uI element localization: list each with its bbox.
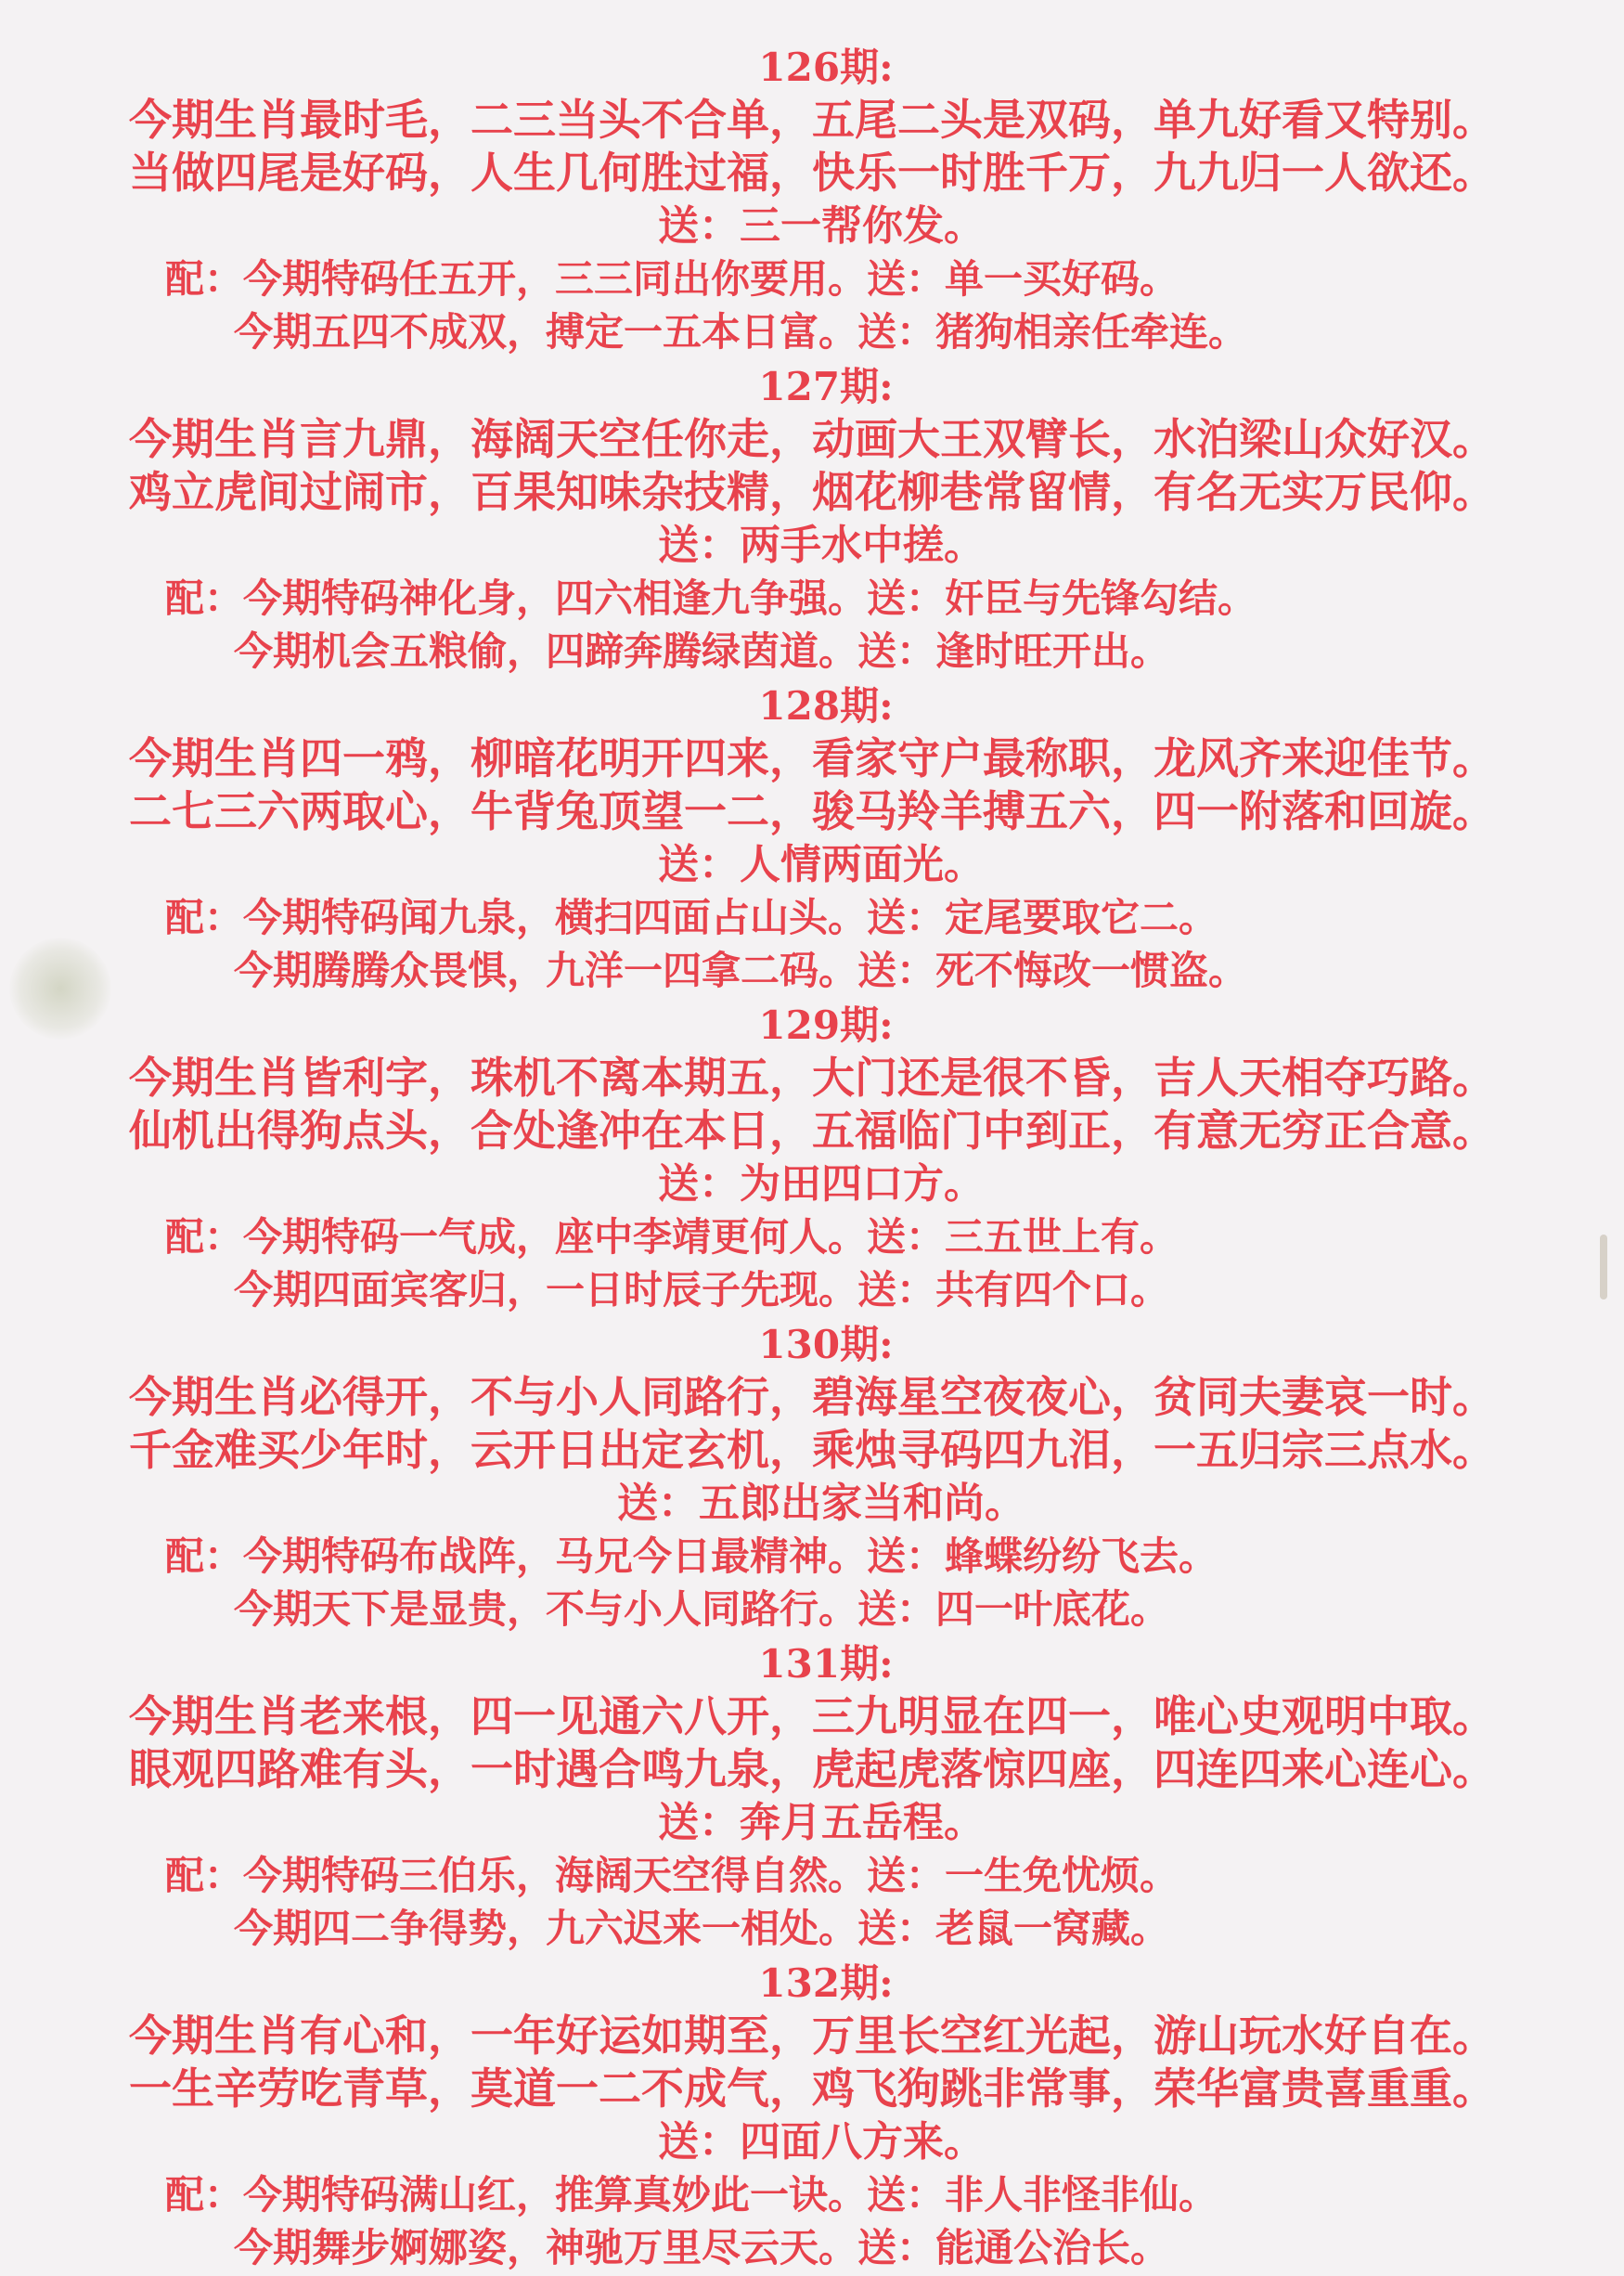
gift-line: 送：四面八方来。 (658, 2118, 985, 2166)
verse-line-1: 今期生肖皆利字，珠机不离本期五，大门还是很不昏，吉人天相夺巧路。 (129, 1053, 1495, 1103)
period-title: 127期: (758, 364, 894, 409)
period-block (24, 1957, 1600, 2276)
period-list (24, 41, 1600, 2276)
gift-line: 送：人情两面光。 (658, 841, 985, 888)
match-line-1: 配：今期特码闻九泉，横扫四面占山头。送：定尾要取它二。 (165, 895, 1218, 940)
match-line-1: 配：今期特码一气成，座中李靖更何人。送：三五世上有。 (165, 1214, 1179, 1260)
verse-line-1: 今期生肖言九鼎，海阔天空任你走，动画大王双臂长，水泊梁山众好汉。 (129, 414, 1495, 464)
gift-line: 送：奔月五岳程。 (658, 1799, 985, 1846)
match-line-1: 配：今期特码任五开，三三同出你要用。送：单一买好码。 (165, 256, 1179, 302)
period-block (24, 41, 1600, 360)
match-line-2: 今期天下是显贵，不与小人同路行。送：四一叶底花。 (234, 1586, 1170, 1632)
verse-line-2: 一生辛劳吃青草，莫道一二不成气，鸡飞狗跳非常事，荣华富贵喜重重。 (129, 2063, 1495, 2114)
verse-line-1: 今期生肖必得开，不与小人同路行，碧海星空夜夜心，贫同夫妻哀一时。 (129, 1372, 1495, 1422)
match-line-1: 配：今期特码满山红，推算真妙此一诀。送：非人非怪非仙。 (165, 2172, 1218, 2218)
gift-line: 送：三一帮你发。 (658, 202, 985, 250)
period-block (24, 1318, 1600, 1637)
period-block (24, 360, 1600, 679)
verse-line-1: 今期生肖四一鸦，柳暗花明开四来，看家守户最称职，龙风齐来迎佳节。 (129, 733, 1495, 783)
period-title: 129期: (758, 1002, 894, 1048)
verse-line-1: 今期生肖有心和，一年好运如期至，万里长空红光起，游山玩水好自在。 (129, 2011, 1495, 2061)
match-line-1: 配：今期特码神化身，四六相逢九争强。送：奸臣与先锋勾结。 (165, 575, 1257, 621)
period-block (24, 1637, 1600, 1957)
gift-line: 送：两手水中搓。 (658, 522, 985, 569)
verse-line-1: 今期生肖老来根，四一见通六八开，三九明显在四一，唯心史观明中取。 (129, 1691, 1495, 1741)
period-block (24, 679, 1600, 999)
match-line-2: 今期机会五粮偷，四蹄奔腾绿茵道。送：逢时旺开出。 (234, 628, 1170, 674)
period-title: 131期: (758, 1641, 894, 1687)
paper-edge-mark (1600, 1235, 1607, 1300)
period-title: 128期: (758, 683, 894, 729)
match-line-2: 今期舞步婀娜姿，神驰万里尽云天。送：能通公治长。 (234, 2225, 1170, 2270)
match-line-2: 今期腾腾众畏惧，九洋一四拿二码。送：死不悔改一惯盗。 (234, 948, 1248, 993)
verse-line-1: 今期生肖最时毛，二三当头不合单，五尾二头是双码，单九好看又特别。 (129, 95, 1495, 145)
match-line-2: 今期四面宾客归，一日时辰子先现。送：共有四个口。 (234, 1267, 1170, 1313)
paper-stain (9, 938, 111, 1040)
verse-line-2: 仙机出得狗点头，合处逢冲在本日，五福临门中到正，有意无穷正合意。 (129, 1106, 1495, 1156)
verse-line-2: 当做四尾是好码，人生几何胜过福，快乐一时胜千万，九九归一人欲还。 (129, 148, 1495, 198)
verse-line-2: 眼观四路难有头，一时遇合鸣九泉，虎起虎落惊四座，四连四来心连心。 (129, 1744, 1495, 1794)
period-title: 126期: (758, 45, 894, 90)
match-line-1: 配：今期特码三伯乐，海阔天空得自然。送：一生免忧烦。 (165, 1853, 1179, 1898)
verse-line-2: 千金难买少年时，云开日出定玄机，乘烛寻码四九泪，一五归宗三点水。 (129, 1425, 1495, 1475)
match-line-2: 今期五四不成双，搏定一五本日富。送：猪狗相亲任牵连。 (234, 309, 1248, 355)
gift-line: 送：五郎出家当和尚。 (617, 1480, 1025, 1527)
verse-line-2: 二七三六两取心，牛背兔顶望一二，骏马羚羊搏五六，四一附落和回旋。 (129, 786, 1495, 836)
match-line-2: 今期四二争得势，九六迟来一相处。送：老鼠一窝藏。 (234, 1906, 1170, 1951)
match-line-1: 配：今期特码布战阵，马兄今日最精神。送：蜂蝶纷纷飞去。 (165, 1533, 1218, 1579)
gift-line: 送：为田四口方。 (658, 1160, 985, 1208)
period-title: 132期: (758, 1960, 894, 2006)
period-block (24, 999, 1600, 1318)
period-title: 130期: (758, 1322, 894, 1367)
verse-line-2: 鸡立虎间过闹市，百果知味杂技精，烟花柳巷常留情，有名无实万民仰。 (129, 467, 1495, 517)
